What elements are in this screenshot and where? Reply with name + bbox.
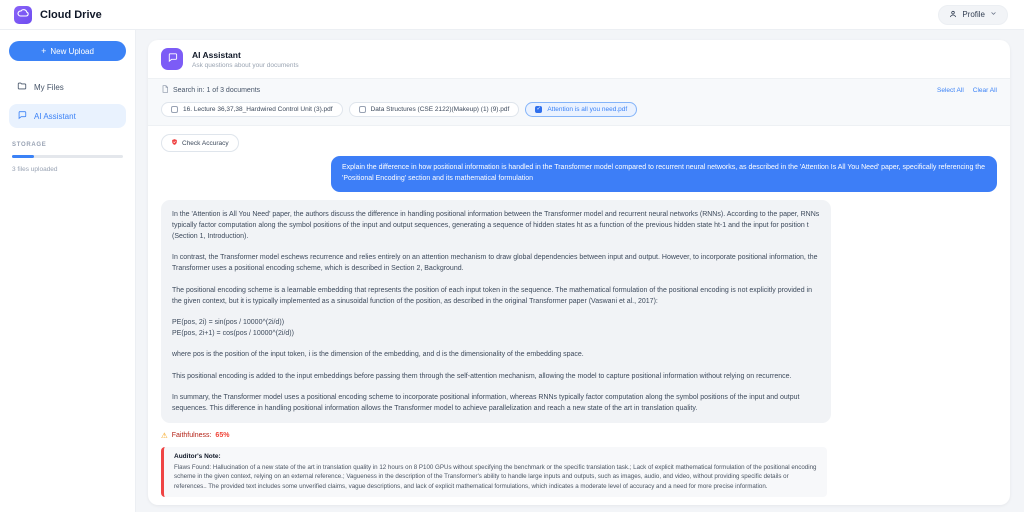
clear-all-link[interactable]: Clear All [972,86,997,94]
checkbox-unchecked[interactable] [171,106,178,113]
panel-title: AI Assistant [192,49,241,60]
cloud-drive-logo [14,6,32,24]
plus-icon: + [41,46,47,56]
document-chips [161,102,997,117]
check-accuracy-button[interactable] [161,134,239,152]
select-all-link[interactable]: Select All [937,86,964,94]
sidebar-item-ai-assistant[interactable] [9,104,126,128]
chevron-down-icon [990,10,997,19]
response-paragraph: This positional encoding is added to the input embeddings before passing them through the self-attention mechanism, allowing the model to capture positional information without relying on recurrence. [172,372,792,380]
panel-header [148,40,1010,78]
sidebar-item-label: AI Assistant [34,111,76,121]
faithfulness-label: Faithfulness: [171,432,212,440]
sidebar-item-label: My Files [34,82,64,92]
profile-label: Profile [962,10,985,19]
main-area [136,30,1024,512]
auditor-note-box [161,447,827,498]
new-upload-button[interactable] [9,41,126,61]
document-chip[interactable] [161,102,343,117]
new-upload-label: New Upload [50,46,94,56]
response-paragraph: In summary, the Transformer model uses a positional encoding scheme to incorporate positional information, whereas RNNs typically factor computation along the symbol positions of the input and output sequences. This difference in handling positional information allows the Transformer model to achieve parallelization and reach a new state of the art in translation quality. [172,393,800,412]
response-paragraph: where pos is the position of the input token, i is the dimension of the embedding, and d is the dimensionality of the embedding space. [172,351,584,359]
document-icon [161,85,169,95]
response-paragraph: In the 'Attention is All You Need' paper, the authors discuss the difference in handling positional information between the Transformer model and recurrent neural networks (RNNs). According to the paper, RNNs typically factor computation along the symbol positions of the input and output sequences, generating a sequence of hidden states ht as a function of the previous hidden state ht-1 and the input for position t (Section 1, Introduction). [172,210,820,241]
checkbox-unchecked[interactable] [359,106,366,113]
document-chip-label: 16. Lecture 36,37,38_Hardwired Control Unit (3).pdf [183,106,333,113]
files-uploaded-label: 3 files uploaded [12,166,58,173]
checkbox-checked[interactable] [535,106,542,113]
response-formula: PE(pos, 2i) = sin(pos / 10000^(2i/d)) [172,319,285,326]
response-paragraph: In contrast, the Transformer model eschews recurrence and relies entirely on an attention mechanism to draw global dependencies between input and output. However, to incorporate positional information, the Transformer uses a positional encoding scheme, which is described in Section 2, Background. [172,254,818,273]
person-icon [949,10,957,20]
faithfulness-value: 65% [215,432,230,440]
check-accuracy-label: Check Accuracy [182,139,229,147]
document-chip[interactable] [349,102,520,117]
brand [14,6,102,24]
storage-progress-track [12,155,123,158]
storage-section [9,142,126,173]
chat-icon [17,110,27,122]
shield-icon [171,138,178,148]
profile-button[interactable] [938,5,1008,25]
chat-bubble-icon [167,50,178,68]
folder-icon [17,81,27,93]
document-chip-label: Data Structures (CSE 2122)(Makeup) (1) (9).pdf [370,106,510,113]
sidebar-item-my-files[interactable] [9,75,126,99]
document-filter-bar [148,78,1010,126]
faithfulness-row [161,432,997,440]
response-paragraph: The positional encoding scheme is a learnable embedding that represents the position of each input token in the sequence. The mathematical formulation of the positional encoding is not explicitly provided in the given context, but it is typically implemented as a sinusoidal function of the position, as described in the original Transformer paper (Vaswani et al., 2017): [172,286,812,305]
document-chip-label: Attention is all you need.pdf [547,106,628,113]
document-chip-selected[interactable] [525,102,637,117]
user-message-bubble: Explain the difference in how positional information is handled in the Transformer model compared to recurrent neural networks, as described in the 'Attention Is All You Need' paper, specifically referencing the 'Positional Encoding' section and its mathematical formulation [331,156,997,192]
cloud-icon [17,6,29,24]
chat-area [148,126,1010,505]
ai-assistant-panel [148,40,1010,505]
warning-icon: ⚠ [161,431,168,441]
app-title: Cloud Drive [40,8,102,21]
assistant-avatar [161,48,183,70]
search-in-label: Search in: 1 of 3 documents [173,86,261,94]
storage-label: STORAGE [12,142,47,148]
auditor-note-body: Flaws Found: Hallucination of a new state of the art in translation quality in 12 hours on 8 P100 GPUs without specifying the benchmark or the specific translation task.; Lack of explicit mathematical formulation of the positional encoding scheme in the given context, relying on an external reference.; Vagueness in the description of the Transformer's ability to handle large inputs and outputs, such as images, audio, and video, without providing specific details or references.. The provided text includes some unverified claims, vague descriptions, and lack of explicit mathematical formulations, which indicates a moderate level of accuracy and a need for more precise information. [174,463,817,490]
auditor-note-title: Auditor's Note: [174,452,221,460]
panel-subtitle: Ask questions about your documents [192,61,299,69]
response-formula: PE(pos, 2i+1) = cos(pos / 10000^(2i/d)) [172,330,294,338]
sidebar [0,30,136,512]
storage-progress-fill [12,155,34,158]
search-in-row [161,85,260,95]
topbar [0,0,1024,30]
ai-response-bubble [161,200,831,423]
panel-header-text [192,50,299,69]
